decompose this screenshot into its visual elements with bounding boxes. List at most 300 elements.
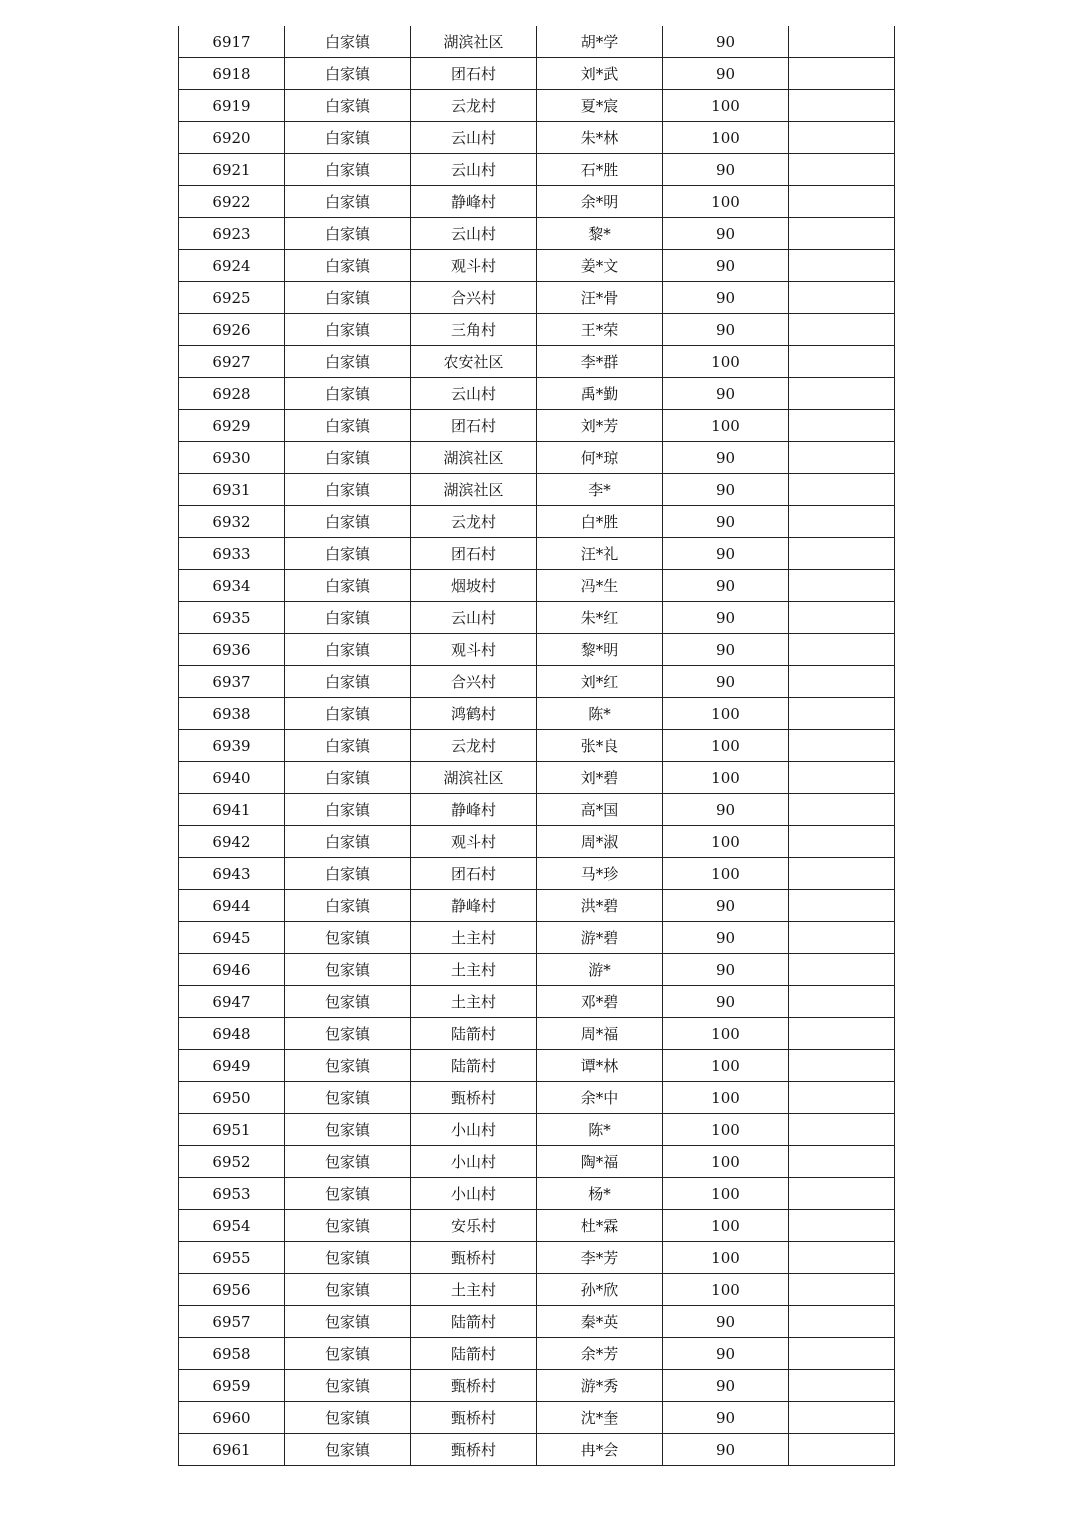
table-row (179, 90, 895, 122)
note-cell (789, 794, 895, 826)
amount-cell: 100 (663, 1274, 789, 1306)
town-cell: 白家镇 (285, 90, 411, 122)
name-cell: 陈* (537, 1114, 663, 1146)
table-row (179, 1306, 895, 1338)
amount-cell: 90 (663, 986, 789, 1018)
village-cell: 团石村 (411, 410, 537, 442)
name-cell: 沈*奎 (537, 1402, 663, 1434)
note-cell (789, 442, 895, 474)
name-cell: 刘*武 (537, 58, 663, 90)
row-number-cell: 6926 (179, 314, 285, 346)
village-cell: 土主村 (411, 954, 537, 986)
note-cell (789, 1146, 895, 1178)
table-row (179, 666, 895, 698)
table-row (179, 218, 895, 250)
table-row (179, 442, 895, 474)
amount-cell: 90 (663, 282, 789, 314)
name-cell: 高*国 (537, 794, 663, 826)
amount-cell: 90 (663, 506, 789, 538)
village-cell: 云山村 (411, 218, 537, 250)
note-cell (789, 410, 895, 442)
row-number-cell: 6961 (179, 1434, 285, 1466)
town-cell: 白家镇 (285, 26, 411, 58)
table-row (179, 794, 895, 826)
town-cell: 白家镇 (285, 346, 411, 378)
village-cell: 湖滨社区 (411, 26, 537, 58)
row-number-cell: 6918 (179, 58, 285, 90)
village-cell: 合兴村 (411, 666, 537, 698)
town-cell: 白家镇 (285, 762, 411, 794)
row-number-cell: 6959 (179, 1370, 285, 1402)
table-row (179, 1050, 895, 1082)
name-cell: 汪*骨 (537, 282, 663, 314)
note-cell (789, 1434, 895, 1466)
table-row (179, 122, 895, 154)
name-cell: 白*胜 (537, 506, 663, 538)
row-number-cell: 6933 (179, 538, 285, 570)
row-number-cell: 6948 (179, 1018, 285, 1050)
row-number-cell: 6930 (179, 442, 285, 474)
town-cell: 白家镇 (285, 314, 411, 346)
note-cell (789, 762, 895, 794)
row-number-cell: 6947 (179, 986, 285, 1018)
table-row (179, 346, 895, 378)
amount-cell: 100 (663, 858, 789, 890)
note-cell (789, 698, 895, 730)
table-row (179, 538, 895, 570)
town-cell: 白家镇 (285, 122, 411, 154)
town-cell: 包家镇 (285, 922, 411, 954)
table-row (179, 282, 895, 314)
village-cell: 观斗村 (411, 634, 537, 666)
amount-cell: 90 (663, 1306, 789, 1338)
note-cell (789, 154, 895, 186)
village-cell: 鸿鹤村 (411, 698, 537, 730)
town-cell: 白家镇 (285, 698, 411, 730)
note-cell (789, 1114, 895, 1146)
note-cell (789, 250, 895, 282)
row-number-cell: 6945 (179, 922, 285, 954)
amount-cell: 90 (663, 666, 789, 698)
table-row (179, 314, 895, 346)
note-cell (789, 634, 895, 666)
name-cell: 刘*碧 (537, 762, 663, 794)
village-cell: 湖滨社区 (411, 762, 537, 794)
note-cell (789, 602, 895, 634)
village-cell: 小山村 (411, 1114, 537, 1146)
note-cell (789, 282, 895, 314)
amount-cell: 90 (663, 1338, 789, 1370)
table-row (179, 250, 895, 282)
note-cell (789, 890, 895, 922)
row-number-cell: 6925 (179, 282, 285, 314)
village-cell: 甄桥村 (411, 1082, 537, 1114)
row-number-cell: 6924 (179, 250, 285, 282)
row-number-cell: 6946 (179, 954, 285, 986)
village-cell: 甄桥村 (411, 1434, 537, 1466)
amount-cell: 90 (663, 474, 789, 506)
name-cell: 夏*宸 (537, 90, 663, 122)
note-cell (789, 826, 895, 858)
village-cell: 三角村 (411, 314, 537, 346)
town-cell: 包家镇 (285, 1274, 411, 1306)
town-cell: 包家镇 (285, 1146, 411, 1178)
name-cell: 游*碧 (537, 922, 663, 954)
table-row (179, 570, 895, 602)
row-number-cell: 6938 (179, 698, 285, 730)
note-cell (789, 1178, 895, 1210)
name-cell: 汪*礼 (537, 538, 663, 570)
row-number-cell: 6944 (179, 890, 285, 922)
name-cell: 杜*霖 (537, 1210, 663, 1242)
amount-cell: 100 (663, 122, 789, 154)
town-cell: 白家镇 (285, 410, 411, 442)
village-cell: 陆箭村 (411, 1050, 537, 1082)
village-cell: 团石村 (411, 858, 537, 890)
name-cell: 游* (537, 954, 663, 986)
row-number-cell: 6950 (179, 1082, 285, 1114)
table-row (179, 954, 895, 986)
town-cell: 白家镇 (285, 282, 411, 314)
amount-cell: 90 (663, 1402, 789, 1434)
village-cell: 云山村 (411, 122, 537, 154)
row-number-cell: 6951 (179, 1114, 285, 1146)
village-cell: 云龙村 (411, 506, 537, 538)
town-cell: 白家镇 (285, 250, 411, 282)
town-cell: 包家镇 (285, 1082, 411, 1114)
village-cell: 云龙村 (411, 730, 537, 762)
name-cell: 李*芳 (537, 1242, 663, 1274)
row-number-cell: 6935 (179, 602, 285, 634)
note-cell (789, 922, 895, 954)
row-number-cell: 6939 (179, 730, 285, 762)
village-cell: 土主村 (411, 986, 537, 1018)
table-row (179, 602, 895, 634)
town-cell: 白家镇 (285, 730, 411, 762)
table-row (179, 474, 895, 506)
note-cell (789, 730, 895, 762)
village-cell: 土主村 (411, 1274, 537, 1306)
town-cell: 包家镇 (285, 986, 411, 1018)
name-cell: 张*良 (537, 730, 663, 762)
table-row (179, 986, 895, 1018)
row-number-cell: 6960 (179, 1402, 285, 1434)
row-number-cell: 6937 (179, 666, 285, 698)
amount-cell: 90 (663, 250, 789, 282)
amount-cell: 100 (663, 90, 789, 122)
row-number-cell: 6927 (179, 346, 285, 378)
name-cell: 禹*勤 (537, 378, 663, 410)
village-cell: 陆箭村 (411, 1306, 537, 1338)
table-row (179, 762, 895, 794)
town-cell: 包家镇 (285, 1370, 411, 1402)
town-cell: 白家镇 (285, 858, 411, 890)
village-cell: 甄桥村 (411, 1402, 537, 1434)
name-cell: 谭*林 (537, 1050, 663, 1082)
town-cell: 白家镇 (285, 570, 411, 602)
name-cell: 邓*碧 (537, 986, 663, 1018)
row-number-cell: 6928 (179, 378, 285, 410)
table-row (179, 1114, 895, 1146)
row-number-cell: 6955 (179, 1242, 285, 1274)
table-row (179, 1082, 895, 1114)
town-cell: 白家镇 (285, 506, 411, 538)
town-cell: 白家镇 (285, 378, 411, 410)
note-cell (789, 474, 895, 506)
town-cell: 包家镇 (285, 1178, 411, 1210)
village-cell: 团石村 (411, 538, 537, 570)
amount-cell: 100 (663, 730, 789, 762)
note-cell (789, 378, 895, 410)
village-cell: 观斗村 (411, 826, 537, 858)
town-cell: 包家镇 (285, 1050, 411, 1082)
table-row (179, 826, 895, 858)
village-cell: 小山村 (411, 1146, 537, 1178)
row-number-cell: 6922 (179, 186, 285, 218)
table-row (179, 922, 895, 954)
village-cell: 合兴村 (411, 282, 537, 314)
row-number-cell: 6954 (179, 1210, 285, 1242)
village-cell: 观斗村 (411, 250, 537, 282)
table-row (179, 1210, 895, 1242)
note-cell (789, 1018, 895, 1050)
town-cell: 包家镇 (285, 1402, 411, 1434)
name-cell: 游*秀 (537, 1370, 663, 1402)
table-row (179, 186, 895, 218)
name-cell: 朱*林 (537, 122, 663, 154)
note-cell (789, 1306, 895, 1338)
name-cell: 周*淑 (537, 826, 663, 858)
table-row (179, 1018, 895, 1050)
note-cell (789, 666, 895, 698)
amount-cell: 100 (663, 1210, 789, 1242)
village-cell: 云山村 (411, 602, 537, 634)
town-cell: 包家镇 (285, 1338, 411, 1370)
amount-cell: 90 (663, 570, 789, 602)
name-cell: 刘*芳 (537, 410, 663, 442)
name-cell: 何*琼 (537, 442, 663, 474)
note-cell (789, 506, 895, 538)
table-row (179, 506, 895, 538)
name-cell: 刘*红 (537, 666, 663, 698)
table-row (179, 730, 895, 762)
name-cell: 王*荣 (537, 314, 663, 346)
note-cell (789, 122, 895, 154)
note-cell (789, 1370, 895, 1402)
table-row (179, 1370, 895, 1402)
row-number-cell: 6949 (179, 1050, 285, 1082)
amount-cell: 90 (663, 890, 789, 922)
name-cell: 冯*生 (537, 570, 663, 602)
table-row (179, 154, 895, 186)
row-number-cell: 6940 (179, 762, 285, 794)
town-cell: 包家镇 (285, 1210, 411, 1242)
note-cell (789, 1274, 895, 1306)
name-cell: 秦*英 (537, 1306, 663, 1338)
table-row (179, 1242, 895, 1274)
name-cell: 陈* (537, 698, 663, 730)
town-cell: 白家镇 (285, 634, 411, 666)
village-cell: 静峰村 (411, 890, 537, 922)
table-row (179, 858, 895, 890)
amount-cell: 90 (663, 794, 789, 826)
amount-cell: 90 (663, 378, 789, 410)
row-number-cell: 6929 (179, 410, 285, 442)
village-cell: 陆箭村 (411, 1018, 537, 1050)
name-cell: 洪*碧 (537, 890, 663, 922)
town-cell: 白家镇 (285, 58, 411, 90)
table-row (179, 1178, 895, 1210)
town-cell: 白家镇 (285, 890, 411, 922)
village-cell: 湖滨社区 (411, 442, 537, 474)
name-cell: 黎*明 (537, 634, 663, 666)
note-cell (789, 26, 895, 58)
amount-cell: 90 (663, 538, 789, 570)
table-row (179, 634, 895, 666)
note-cell (789, 218, 895, 250)
town-cell: 包家镇 (285, 954, 411, 986)
amount-cell: 100 (663, 410, 789, 442)
row-number-cell: 6958 (179, 1338, 285, 1370)
village-cell: 湖滨社区 (411, 474, 537, 506)
row-number-cell: 6953 (179, 1178, 285, 1210)
table-row (179, 1434, 895, 1466)
note-cell (789, 1338, 895, 1370)
amount-cell: 90 (663, 602, 789, 634)
name-cell: 姜*文 (537, 250, 663, 282)
row-number-cell: 6932 (179, 506, 285, 538)
amount-cell: 90 (663, 954, 789, 986)
name-cell: 余*芳 (537, 1338, 663, 1370)
amount-cell: 90 (663, 314, 789, 346)
village-cell: 静峰村 (411, 794, 537, 826)
amount-cell: 100 (663, 1242, 789, 1274)
row-number-cell: 6921 (179, 154, 285, 186)
amount-cell: 100 (663, 826, 789, 858)
table-body (179, 26, 895, 1466)
amount-cell: 100 (663, 1146, 789, 1178)
note-cell (789, 954, 895, 986)
table-row (179, 890, 895, 922)
row-number-cell: 6917 (179, 26, 285, 58)
village-cell: 云山村 (411, 154, 537, 186)
amount-cell: 100 (663, 1018, 789, 1050)
name-cell: 杨* (537, 1178, 663, 1210)
row-number-cell: 6931 (179, 474, 285, 506)
row-number-cell: 6923 (179, 218, 285, 250)
row-number-cell: 6942 (179, 826, 285, 858)
name-cell: 李* (537, 474, 663, 506)
village-cell: 安乐村 (411, 1210, 537, 1242)
village-cell: 甄桥村 (411, 1242, 537, 1274)
name-cell: 黎* (537, 218, 663, 250)
table-row (179, 378, 895, 410)
amount-cell: 100 (663, 1178, 789, 1210)
town-cell: 包家镇 (285, 1306, 411, 1338)
name-cell: 周*福 (537, 1018, 663, 1050)
note-cell (789, 1082, 895, 1114)
amount-cell: 90 (663, 922, 789, 954)
table-row (179, 1338, 895, 1370)
amount-cell: 100 (663, 762, 789, 794)
amount-cell: 100 (663, 1114, 789, 1146)
name-cell: 余*中 (537, 1082, 663, 1114)
row-number-cell: 6956 (179, 1274, 285, 1306)
amount-cell: 90 (663, 1370, 789, 1402)
row-number-cell: 6920 (179, 122, 285, 154)
town-cell: 白家镇 (285, 602, 411, 634)
amount-cell: 90 (663, 634, 789, 666)
town-cell: 包家镇 (285, 1114, 411, 1146)
table-row (179, 58, 895, 90)
village-cell: 农安社区 (411, 346, 537, 378)
town-cell: 白家镇 (285, 826, 411, 858)
town-cell: 白家镇 (285, 538, 411, 570)
note-cell (789, 1402, 895, 1434)
name-cell: 孙*欣 (537, 1274, 663, 1306)
row-number-cell: 6941 (179, 794, 285, 826)
town-cell: 白家镇 (285, 186, 411, 218)
town-cell: 白家镇 (285, 474, 411, 506)
data-table (178, 26, 895, 1466)
amount-cell: 90 (663, 1434, 789, 1466)
name-cell: 马*珍 (537, 858, 663, 890)
note-cell (789, 1210, 895, 1242)
note-cell (789, 186, 895, 218)
town-cell: 包家镇 (285, 1018, 411, 1050)
village-cell: 静峰村 (411, 186, 537, 218)
name-cell: 石*胜 (537, 154, 663, 186)
table-row (179, 1146, 895, 1178)
note-cell (789, 90, 895, 122)
village-cell: 土主村 (411, 922, 537, 954)
row-number-cell: 6934 (179, 570, 285, 602)
village-cell: 甄桥村 (411, 1370, 537, 1402)
note-cell (789, 986, 895, 1018)
note-cell (789, 58, 895, 90)
amount-cell: 100 (663, 1050, 789, 1082)
row-number-cell: 6919 (179, 90, 285, 122)
amount-cell: 100 (663, 186, 789, 218)
amount-cell: 100 (663, 346, 789, 378)
name-cell: 余*明 (537, 186, 663, 218)
amount-cell: 90 (663, 58, 789, 90)
row-number-cell: 6957 (179, 1306, 285, 1338)
note-cell (789, 538, 895, 570)
amount-cell: 100 (663, 1082, 789, 1114)
table-row (179, 410, 895, 442)
amount-cell: 90 (663, 218, 789, 250)
town-cell: 白家镇 (285, 666, 411, 698)
amount-cell: 90 (663, 26, 789, 58)
note-cell (789, 1242, 895, 1274)
amount-cell: 90 (663, 442, 789, 474)
village-cell: 云山村 (411, 378, 537, 410)
village-cell: 小山村 (411, 1178, 537, 1210)
village-cell: 团石村 (411, 58, 537, 90)
row-number-cell: 6943 (179, 858, 285, 890)
name-cell: 冉*会 (537, 1434, 663, 1466)
village-cell: 云龙村 (411, 90, 537, 122)
table-row (179, 698, 895, 730)
note-cell (789, 570, 895, 602)
row-number-cell: 6952 (179, 1146, 285, 1178)
name-cell: 朱*红 (537, 602, 663, 634)
amount-cell: 90 (663, 154, 789, 186)
town-cell: 包家镇 (285, 1242, 411, 1274)
row-number-cell: 6936 (179, 634, 285, 666)
table-row (179, 26, 895, 58)
